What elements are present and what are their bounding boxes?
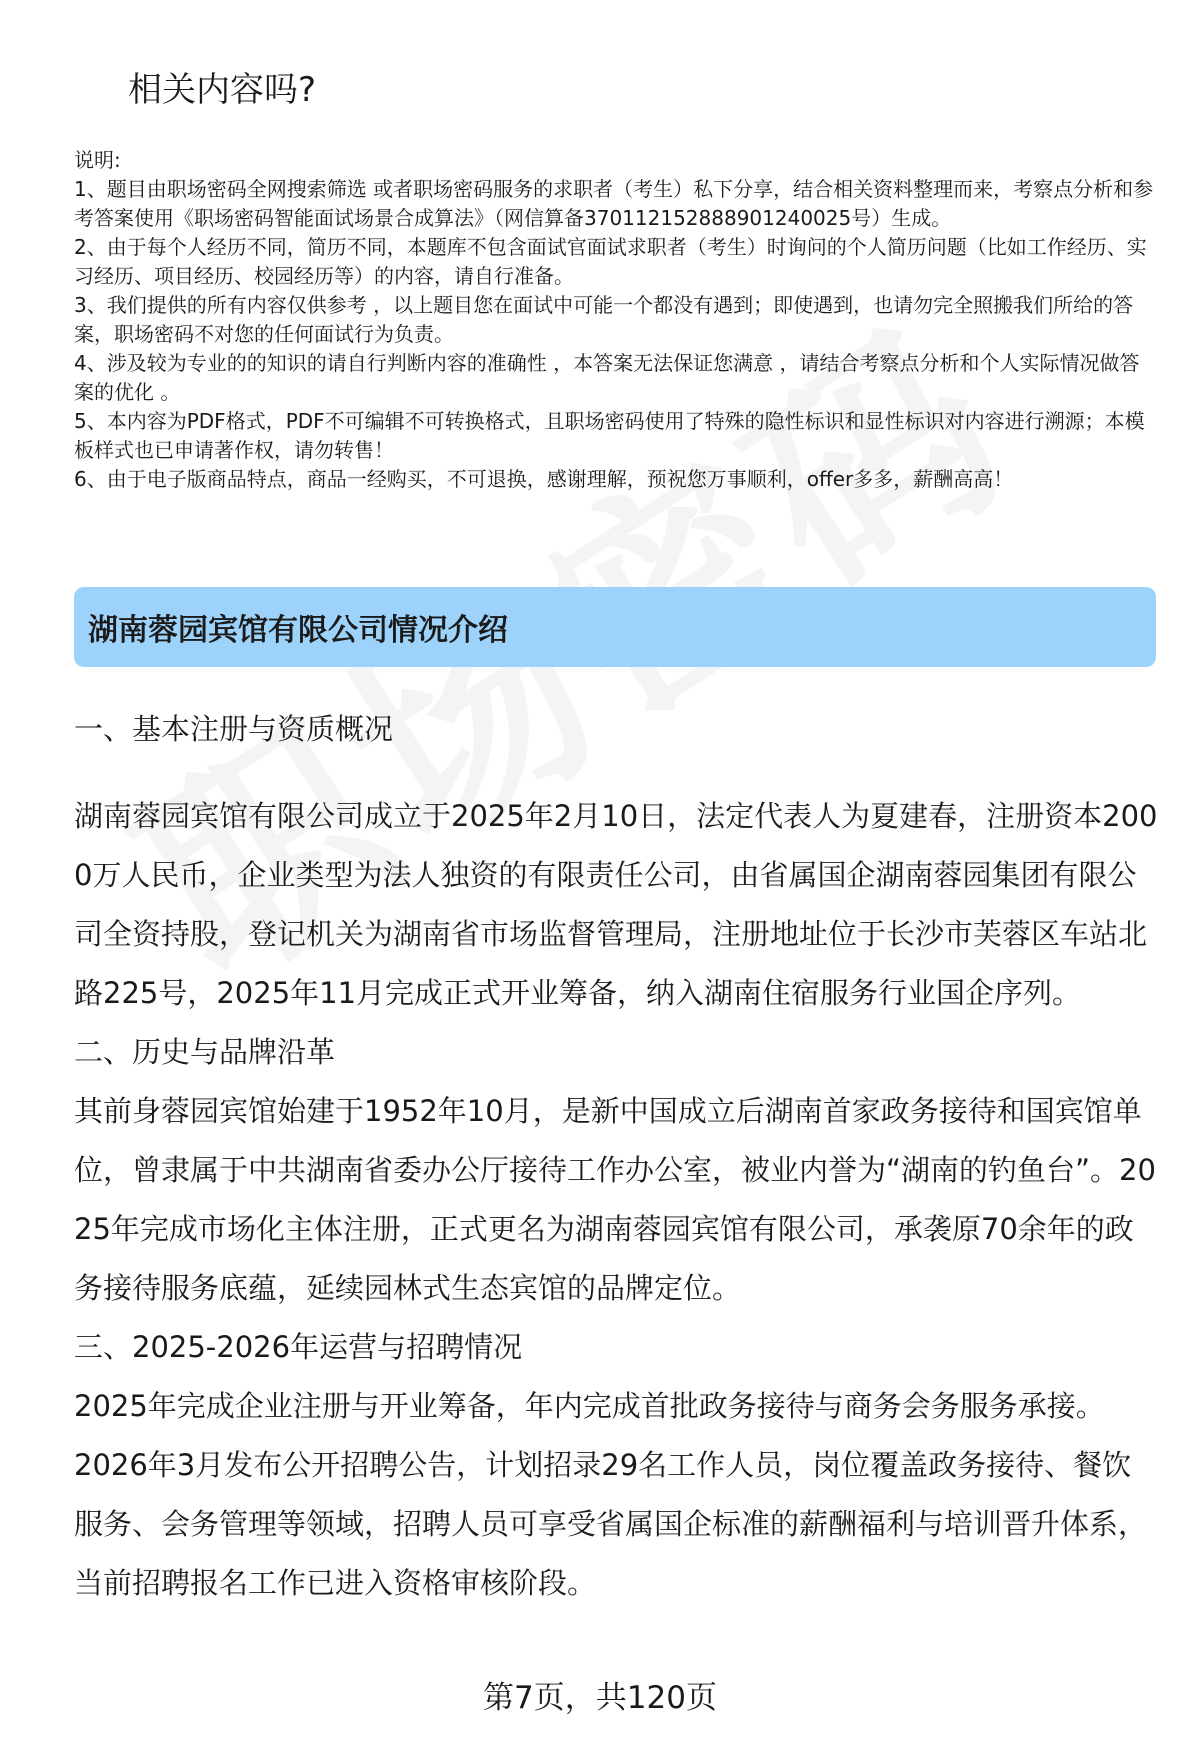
page-number: 第7页，共120页 bbox=[483, 1680, 717, 1716]
paragraph-basic-registration: 湖南蓉园宾馆有限公司成立于2025年2月10日，法定代表人为夏建春，注册资本2000万人民币，企业类型为法人独资的有限责任公司，由省属国企湖南蓉园集团有限公司全资持股，登记机关为湖南省市场监督管理局，注册地址位于长沙市芙蓉区车站北路225号，2025年11月完成正式开业筹备，纳入湖南住宿服务行业国企序列。 bbox=[74, 799, 1158, 1010]
notes-item-3: 3、我们提供的所有内容仅供参考 ，以上题目您在面试中可能一个都没有遇到；即使遇到，也请勿完全照搬我们所给的答案，职场密码不对您的任何面试行为负责。 bbox=[74, 293, 1134, 346]
heading-history-brand: 二、历史与品牌沿革 bbox=[74, 1035, 336, 1069]
paragraph-operation-2025: 2025年完成企业注册与开业筹备，年内完成首批政务接待与商务会务服务承接。 bbox=[74, 1389, 1105, 1423]
heading-operation-recruitment: 三、2025-2026年运营与招聘情况 bbox=[74, 1330, 523, 1364]
company-intro-content bbox=[74, 700, 1159, 1613]
notes-item-6: 6、由于电子版商品特点，商品一经购买，不可退换，感谢理解，预祝您万事顺利，offer多多，薪酬高高！ bbox=[74, 467, 1014, 491]
notes-item-1: 1、题目由职场密码全网搜索筛选 或者职场密码服务的求职者（考生）私下分享，结合相关资料整理而来，考察点分析和参考答案使用《职场密码智能面试场景合成算法》（网信算备370112152888901240025号）生成。 bbox=[74, 177, 1154, 230]
paragraph-history-brand: 其前身蓉园宾馆始建于1952年10月，是新中国成立后湖南首家政务接待和国宾馆单位，曾隶属于中共湖南省委办公厅接待工作办公室，被业内誉为“湖南的钓鱼台”。2025年完成市场化主体注册，正式更名为湖南蓉园宾馆有限公司，承袭原70余年的政务接待服务底蕴，延续园林式生态宾馆的品牌定位。 bbox=[74, 1094, 1156, 1305]
notes-item-4: 4、涉及较为专业的的知识的请自行判断内容的准确性 ，本答案无法保证您满意 ，请结合考察点分析和个人实际情况做答案的优化 。 bbox=[74, 351, 1140, 404]
question-tail-text: 相关内容吗? bbox=[128, 70, 317, 110]
section-banner bbox=[74, 587, 1156, 667]
notes-item-5: 5、本内容为PDF格式，PDF不可编辑不可转换格式，且职场密码使用了特殊的隐性标识和显性标识对内容进行溯源；本模板样式也已申请著作权，请勿转售！ bbox=[74, 409, 1145, 462]
notes-title: 说明: bbox=[74, 148, 121, 172]
section-title: 湖南蓉园宾馆有限公司情况介绍 bbox=[88, 613, 508, 648]
paragraph-recruitment-2026: 2026年3月发布公开招聘公告，计划招录29名工作人员，岗位覆盖政务接待、餐饮服务、会务管理等领域，招聘人员可享受省属国企标准的薪酬福利与培训晋升体系，当前招聘报名工作已进入资格审核阶段。 bbox=[74, 1448, 1148, 1600]
notes-block bbox=[74, 146, 1154, 494]
heading-basic-registration: 一、基本注册与资质概况 bbox=[74, 712, 394, 746]
notes-item-2: 2、由于每个人经历不同，简历不同，本题库不包含面试官面试求职者（考生）时询问的个人简历问题（比如工作经历、实习经历、项目经历、校园经历等）的内容，请自行准备。 bbox=[74, 235, 1147, 288]
